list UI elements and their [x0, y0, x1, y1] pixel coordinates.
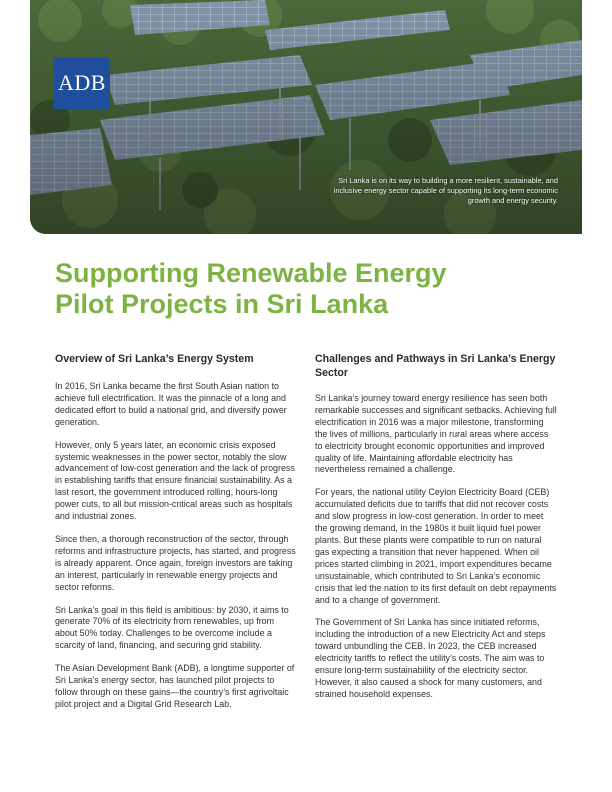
adb-logo: ADB	[54, 57, 110, 109]
page-title	[55, 258, 575, 320]
overview-paragraph: Since then, a thorough reconstruction of the sector, through reforms and infrastructure projects, has started, and progress is already apparent. Once again, foreign investors are taking an interest, particularly in renewable energy projects and sector reforms.	[55, 533, 296, 592]
overview-paragraph: However, only 5 years later, an economic crisis exposed systemic weaknesses in the power sector, notably the slow advancement of low-cost generation and the lack of progress in establishing tariffs that ensure financial sustainability. As a last resort, the government introduced rolling, hours-long power cuts, to all but mission-critical areas such as hospitals and industrial zones.	[55, 439, 295, 522]
overview-column	[55, 352, 297, 722]
challenges-column	[315, 352, 557, 712]
challenges-heading: Challenges and Pathways in Sri Lanka’s Energy Sector	[315, 353, 556, 379]
challenges-paragraph: For years, the national utility Ceylon Electricity Board (CEB) accumulated deficits due to tariffs that did not recover costs and slow progress in low-cost generation. In order to meet the growing demand, in the 1980s it built liquid fuel power plants. But these plants were compatible to run on natural gas expecting a transition that never happened. When oil prices started climbing in 2021, import expenditures became unsustainable, which contributed to Sri Lanka’s economic crisis that led the nation to its first default on debt repayments and to a change of government.	[315, 487, 557, 605]
hero-photo	[30, 0, 582, 234]
challenges-paragraph: The Government of Sri Lanka has since initiated reforms, including the introduction of a new Electricity Act and steps toward unbundling the CEB. In 2023, the CEB increased electricity tariffs to reflect the utility’s costs. The aim was to ensure long-term sustainability of the electricity sector. However, it also caused a shock for many customers, and strained household expenses.	[315, 617, 546, 699]
overview-heading: Overview of Sri Lanka’s Energy System	[55, 353, 254, 365]
overview-paragraph: In 2016, Sri Lanka became the first South Asian nation to achieve full electrification. It was the pinnacle of a long and dedicated effort to build a national grid, and diversify power generation.	[55, 381, 287, 427]
overview-paragraph: The Asian Development Bank (ADB), a longtime supporter of Sri Lanka’s energy sector, has launched pilot projects to follow through on these gains—the country’s first agrivoltaic pilot project and a Digital Grid Research Lab.	[55, 663, 295, 709]
photo-caption: Sri Lanka is on its way to building a more resilient, sustainable, and inclusive energy sector capable of supporting its long-term economic growth and energy security.	[333, 176, 558, 206]
title-line-2: Pilot Projects in Sri Lanka	[55, 289, 389, 319]
overview-paragraph: Sri Lanka’s goal in this field is ambitious: by 2030, it aims to generate 70% of its electricity from renewables, up from about 50% today. Challenges to be overcome include a scarcity of land, financing, and securing grid stability.	[55, 604, 289, 651]
challenges-paragraph: Sri Lanka’s journey toward energy resilience has seen both remarkable successes and significant setbacks. Achieving full electrification in 2016 was a major milestone, transforming the lives of millions, particularly in rural areas where access to electricity brought economic opportunities and improved quality of life. Maintaining affordable electricity has nevertheless remained a challenge.	[315, 393, 557, 475]
title-line-1: Supporting Renewable Energy	[55, 258, 447, 288]
